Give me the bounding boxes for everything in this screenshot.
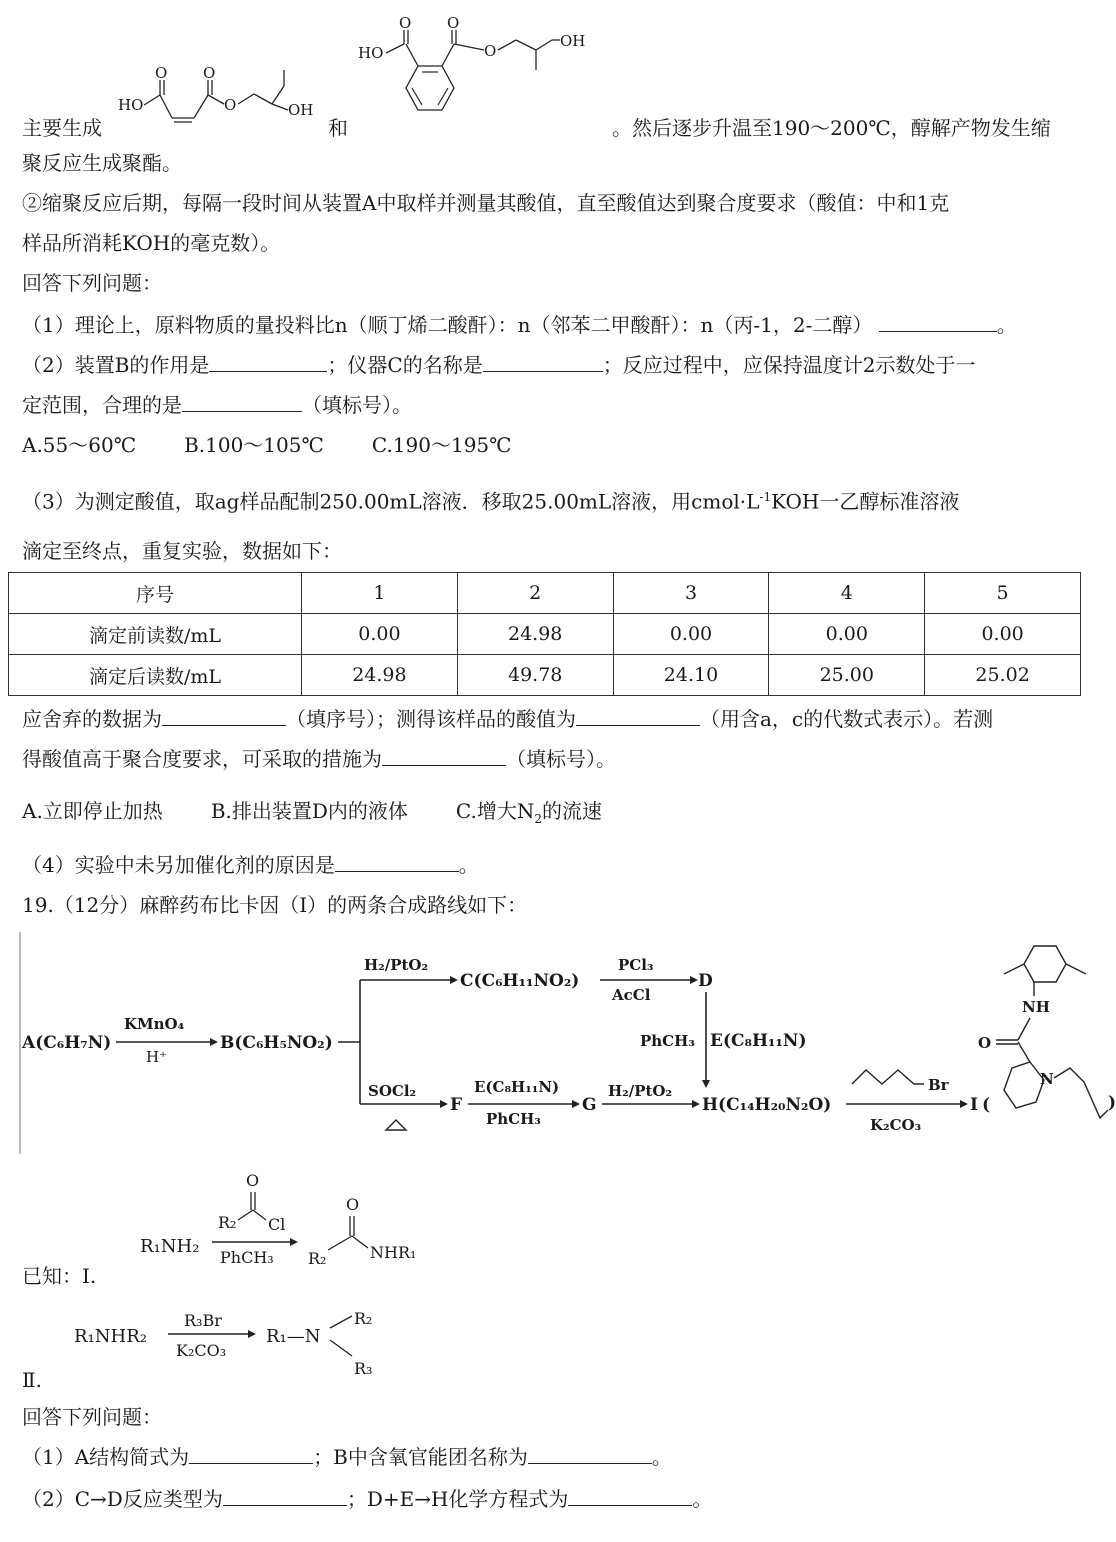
table-cell: 24.98: [302, 655, 458, 696]
table-cell: 24.10: [613, 655, 769, 696]
table-cell: 0.00: [302, 614, 458, 655]
mol1-o-label-3: O: [224, 96, 237, 114]
scheme-h-plus: H⁺: [146, 1048, 167, 1066]
table-cell: 0.00: [925, 614, 1081, 655]
q2-line2-b: （填标号）。: [302, 393, 412, 417]
q2-line2-a: 定范围，合理的是: [22, 393, 182, 417]
table-cell: 25.00: [769, 655, 925, 696]
q3-after-line1: [22, 706, 993, 732]
q3-blank-2[interactable]: [576, 707, 700, 726]
r2-reactant: R₁NHR₂: [74, 1326, 147, 1347]
table-header-cell: 3: [613, 573, 769, 614]
scheme-socl2: SOCl₂: [368, 1082, 417, 1100]
tail-q1-b: ；B中含氧官能团名称为: [313, 1445, 528, 1469]
q3-options: [22, 798, 602, 832]
known-label: 已知：Ⅰ.: [22, 1264, 97, 1288]
tail-question-1: [22, 1444, 672, 1470]
q3-option-a: A.立即停止加热: [22, 799, 163, 823]
scheme-compound-b: B(C₆H₅NO₂): [220, 1033, 333, 1053]
r1-solvent: PhCH₃: [220, 1248, 274, 1267]
q3-option-c-sub: 2: [534, 812, 542, 826]
q3-line1-b: KOH一乙醇标准溶液: [771, 489, 960, 514]
q3-after2-b: （填标号）。: [506, 747, 616, 771]
q2-part-c: ；反应过程中，应保持温度计2示数处于一: [602, 353, 976, 377]
mol2-oh-label: OH: [560, 32, 586, 50]
mol2-o-label-3: O: [484, 42, 497, 60]
q2-blank-2[interactable]: [483, 353, 603, 372]
tail-intro: 回答下列问题：: [22, 1405, 162, 1429]
q1-end: 。: [996, 313, 1017, 337]
table-cell: 滴定后读数/mL: [9, 655, 302, 696]
r1-product-r2: R₂: [308, 1249, 327, 1268]
q2-option-b: B.100～105℃: [184, 433, 324, 457]
scheme-h2pto2-bottom: H₂/PtO₂: [608, 1082, 673, 1100]
scheme-br: Br: [928, 1076, 949, 1094]
q2-part-a: （2）装置B的作用是: [22, 353, 210, 377]
q1-text: （1）理论上，原料物质的量投料比n（顺丁烯二酸酐）：n（邻苯二甲酸酐）：n（丙-1，2-二醇）: [22, 313, 873, 337]
mol2-o-label-1: O: [399, 14, 412, 32]
q4-blank[interactable]: [335, 853, 459, 872]
r1-product-nh: NHR₁: [370, 1243, 417, 1262]
q4-end: 。: [458, 853, 479, 877]
r2-product-r2: R₂: [354, 1309, 373, 1328]
step2-line1: ②缩聚反应后期，每隔一段时间从装置A中取样并测量其酸值，直至酸值达到聚合度要求（酸值：中和1克: [22, 191, 950, 215]
scheme-kmno4: KMnO₄: [124, 1015, 185, 1033]
scheme-compound-e-top: E(C₈H₁₁N): [710, 1031, 807, 1051]
q2-blank-3[interactable]: [182, 393, 302, 412]
question-3-line1: [22, 484, 959, 515]
mol1-ho-label: HO: [118, 96, 144, 114]
scheme-compound-c: C(C₆H₁₁NO₂): [460, 971, 580, 991]
scheme-compound-g: G: [582, 1095, 597, 1115]
q3-after1-a: 应舍弃的数据为: [22, 707, 162, 731]
tail-q2-a: （2）C→D反应类型为: [22, 1487, 223, 1511]
known-reaction-2: [70, 1300, 390, 1384]
q1-blank[interactable]: [879, 313, 997, 332]
mol1-o-label-2: O: [203, 64, 216, 82]
tail-q2-b: ；D+E→H化学方程式为: [346, 1487, 569, 1511]
table-row: [9, 614, 1081, 655]
r1-product-o: O: [346, 1195, 360, 1214]
scheme-pcl3: PCl₃: [618, 956, 654, 974]
q2-blank-1[interactable]: [209, 353, 327, 372]
table-row: [9, 655, 1081, 696]
scheme-h2pto2-top: H₂/PtO₂: [364, 956, 429, 974]
r1-acyl-cl: Cl: [268, 1215, 286, 1234]
scheme-compound-h: H(C₁₄H₂₀N₂O): [702, 1095, 832, 1115]
tail-q1-c: 。: [651, 1445, 672, 1469]
scheme-phch3-top: PhCH₃: [640, 1032, 695, 1050]
titration-table: [8, 572, 1081, 696]
tail-q2-blank-2[interactable]: [568, 1487, 692, 1506]
q3-blank-3[interactable]: [382, 747, 506, 766]
scheme-compound-a: A(C₆H₇N): [22, 1033, 112, 1053]
table-header-cell: 1: [302, 573, 458, 614]
table-header-cell: 4: [769, 573, 925, 614]
scheme-k2co3: K₂CO₃: [870, 1116, 922, 1134]
r2-base: K₂CO₃: [176, 1341, 227, 1360]
r2-product-r3: R₃: [354, 1359, 373, 1378]
scheme-o: O: [978, 1034, 992, 1052]
table-cell: 0.00: [613, 614, 769, 655]
q3-after1-b: （填序号）；测得该样品的酸值为: [286, 707, 576, 731]
scheme-phch3-bottom: PhCH₃: [486, 1110, 541, 1128]
scheme-accl: AcCl: [612, 986, 651, 1004]
mol1-oh-label: OH: [288, 101, 314, 119]
q3-sup: -1: [759, 490, 772, 504]
r2-reagent: R₃Br: [184, 1311, 222, 1330]
table-cell: 25.02: [925, 655, 1081, 696]
svg-text:(: (: [982, 1095, 991, 1115]
q2-part-b: ；仪器C的名称是: [327, 353, 483, 377]
scheme-compound-f: F: [450, 1095, 463, 1115]
q2-options: [22, 432, 512, 458]
table-cell: 49.78: [457, 655, 613, 696]
q4-text: （4）实验中未另加催化剂的原因是: [22, 853, 335, 877]
tail-q1-a: （1）A结构简式为: [22, 1445, 190, 1469]
answer-intro: 回答下列问题：: [22, 271, 162, 295]
synthesis-scheme: [20, 932, 1116, 1157]
question-2: [22, 352, 975, 378]
scheme-n: N: [1040, 1070, 1054, 1088]
mol2-o-label-2: O: [447, 14, 460, 32]
top-line2: 聚反应生成聚酯。: [22, 151, 182, 175]
r2-product-r1: R₁—N: [266, 1326, 321, 1347]
svg-text:): ): [1108, 1093, 1116, 1113]
known-reaction-1: [140, 1168, 440, 1280]
tail-question-2: [22, 1486, 712, 1512]
r1-acyl-r2: R₂: [218, 1213, 237, 1232]
q3-option-c-tail: 的流速: [542, 799, 602, 823]
known-label-2: Ⅱ.: [22, 1368, 42, 1392]
top-suffix: 。然后逐步升温至190～200℃，醇解产物发生缩: [612, 116, 1051, 140]
r1-reactant: R₁NH₂: [140, 1236, 200, 1257]
q3-option-b: B.排出装置D内的液体: [210, 799, 408, 823]
question-4: [22, 852, 479, 878]
tail-q1-blank-2[interactable]: [528, 1445, 652, 1464]
table-header-cell: 序号: [9, 573, 302, 614]
question-1: [22, 312, 1017, 338]
top-prefix: 主要生成: [22, 116, 102, 140]
tail-q2-c: 。: [692, 1487, 713, 1511]
table-cell: 滴定前读数/mL: [9, 614, 302, 655]
maleate-monoester-structure: [112, 66, 332, 136]
q3-line1-a: （3）为测定酸值，取ag样品配制250.00mL溶液．移取25.00mL溶液，用cmol·L: [22, 489, 760, 514]
q19-title: 19.（12分）麻醉药布比卡因（I）的两条合成路线如下：: [22, 893, 528, 917]
tail-q1-blank-1[interactable]: [189, 1445, 313, 1464]
phthalate-monoester-structure: [356, 14, 616, 134]
table-header-row: [9, 573, 1081, 614]
q3-after2-a: 得酸值高于聚合度要求，可采取的措施为: [22, 747, 382, 771]
scheme-compound-d: D: [698, 971, 713, 991]
scheme-compound-i: I: [970, 1095, 978, 1115]
q3-blank-1[interactable]: [162, 707, 286, 726]
question-3-line2: 滴定至终点，重复实验，数据如下：: [22, 539, 342, 563]
mol1-o-label-1: O: [155, 64, 168, 82]
r1-acyl-o: O: [246, 1171, 260, 1190]
q3-option-c: C.增大N: [455, 799, 535, 823]
table-header-cell: 2: [457, 573, 613, 614]
tail-q2-blank-1[interactable]: [223, 1487, 347, 1506]
table-cell: 24.98: [457, 614, 613, 655]
q3-after1-c: （用含a，c的代数式表示）。若测: [700, 707, 994, 731]
q2-option-c: C.190～195℃: [371, 433, 512, 457]
table-cell: 0.00: [769, 614, 925, 655]
scheme-nh: NH: [1022, 998, 1050, 1016]
table-header-cell: 5: [925, 573, 1081, 614]
mol2-ho-label: HO: [358, 44, 384, 62]
question-2-line2: [22, 392, 412, 418]
q3-after-line2: [22, 746, 616, 772]
q2-option-a: A.55～60℃: [22, 433, 137, 457]
top-and: 和: [328, 116, 348, 140]
scheme-compound-e-bottom: E(C₈H₁₁N): [474, 1078, 560, 1096]
step2-line2: 样品所消耗KOH的毫克数）。: [22, 231, 281, 255]
